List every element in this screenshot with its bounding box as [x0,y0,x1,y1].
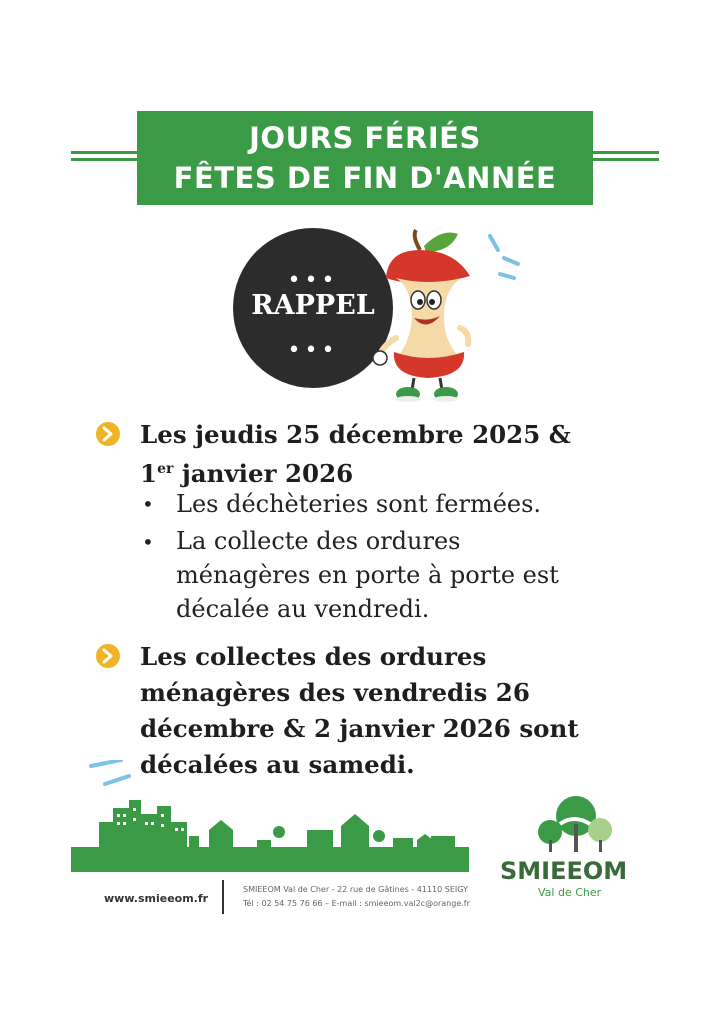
smieeom-tree-logo-icon [530,794,620,856]
item2-line4: décalées au samedi. [140,750,415,779]
item1-title-line2 [140,452,353,491]
header-rule-left-top [71,151,137,154]
arrow-right-icon [96,644,120,668]
footer-address: SMIEEOM Val de Cher - 22 rue de Gâtines - 41110 SEIGY [243,885,468,894]
brand-name: SMIEEOM [500,857,628,885]
footer-contact: Tél : 02 54 75 76 66 – E-mail : smieeom.val2c@orange.fr [243,899,470,908]
bullet-dot: • [142,492,154,516]
item2-line3: décembre & 2 janvier 2026 sont [140,714,579,743]
apple-mascot-icon [372,228,532,413]
item1-title-day: 1 [140,459,158,489]
item1-bullet2-line3: décalée au vendredi. [176,595,430,623]
rappel-badge [233,228,393,388]
title-banner [137,111,593,205]
item2-line1: Les collectes des ordures [140,642,487,671]
header-rule-right-top [593,151,659,154]
rappel-dots-bottom: ••• [287,338,339,363]
footer-divider [222,880,224,914]
title-line-2: FÊTES DE FIN D'ANNÉE [173,161,557,195]
item1-title-line1: Les jeudis 25 décembre 2025 & [140,420,571,449]
item1-bullet2-line2: ménagères en porte à porte est [176,561,559,589]
header-rule-left-bottom [71,158,137,161]
brand-subtitle: Val de Cher [538,886,602,899]
arrow-right-icon [96,422,120,446]
footer-green-band [71,847,469,872]
rappel-dots-top: ••• [287,268,339,293]
header-rule-right-bottom [593,158,659,161]
item1-bullet1: Les déchèteries sont fermées. [176,490,542,518]
item1-title-sup: er [157,461,174,477]
website-link[interactable]: www.smieeom.fr [104,892,209,905]
bullet-dot: • [142,530,154,554]
item1-bullet2-line1: La collecte des ordures [176,527,461,555]
title-line-1: JOURS FÉRIÉS [249,121,481,155]
item2-line2: ménagères des vendredis 26 [140,678,530,707]
rappel-label: RAPPEL [251,290,375,321]
item1-title-month: janvier 2026 [173,459,354,489]
